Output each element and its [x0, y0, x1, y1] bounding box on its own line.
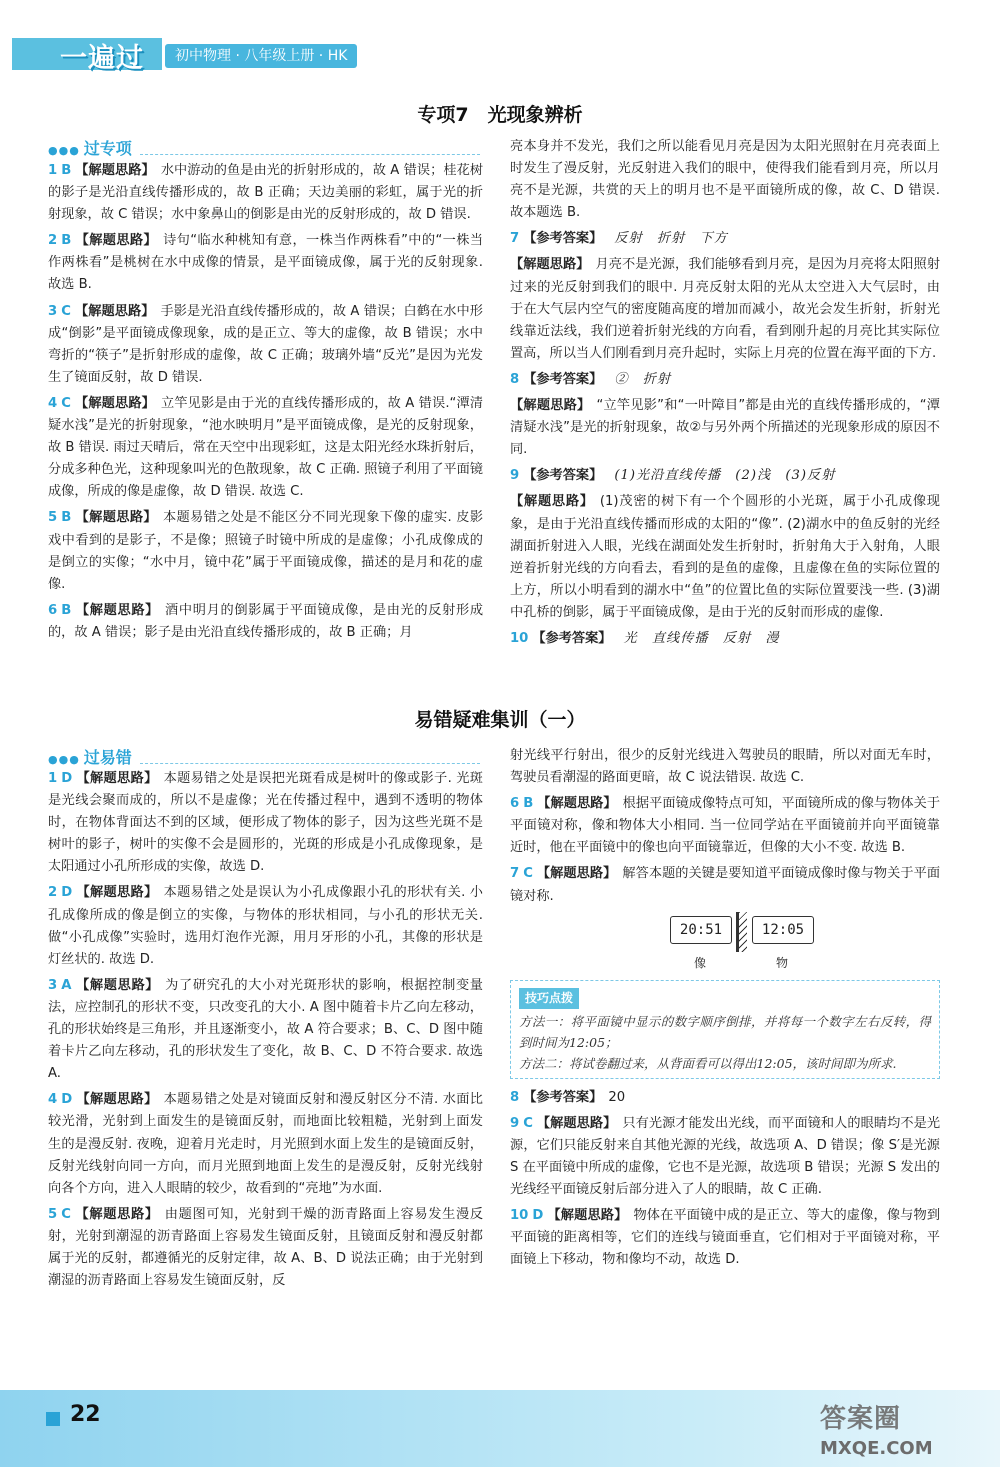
item-text: 只有光源才能发出光线，而平面镜和人的眼睛均不是光源，它们只能反射来自其他光源的光线，故选项 A、D 错误；像 S′是光源 S 在平面镜中所成的虚像，它也不是光源，故选项 B 错误；光源 S 发出的光线经平面镜反射后部分进入了人的眼睛，故 C 正确. — [510, 1115, 941, 1198]
answer-item — [510, 228, 940, 250]
item-key: D — [61, 771, 73, 786]
item-label: 【参考答案】 — [532, 630, 612, 646]
item-number: 6 — [510, 796, 520, 812]
page-square-icon — [46, 1412, 60, 1426]
answer-item — [48, 393, 483, 503]
tag-rule — [140, 152, 480, 155]
section2-title: 易错疑难集训（一） — [414, 709, 586, 731]
item-label: 【解题思路】 — [75, 977, 160, 993]
section1-right-column — [510, 136, 940, 654]
item-number: 1 — [48, 163, 58, 178]
explanation-item — [510, 254, 940, 364]
watermark-logo: 答案圈 — [820, 1404, 902, 1434]
item-number: 9 — [510, 1115, 520, 1131]
right-intro: 射光线平行射出，很少的反射光线进入驾驶员的眼睛，所以对面无车时，驾驶员看潮湿的路面更暗，故 C 说法错误. 故选 C. — [510, 748, 940, 786]
page-number: 22 — [70, 1402, 101, 1427]
item-number: 3 — [48, 303, 58, 319]
item-text: 水中游动的鱼是由光的折射形成的，故 A 错误；桂花树的影子是光沿直线传播形成的，故 B 正确；天边美丽的彩虹，属于光的折射现象，故 C 错误；水中象鼻山的倒影是由光的反射形成的，故 D 错误. — [48, 163, 484, 223]
item-text: 本题易错之处是对镜面反射和漫反射区分不清. 水面比较光滑，光射到上面发生的是镜面反射，而地面比较粗糙，光射到上面发生的是漫反射. 夜晚，迎着月光走时，月光照到水面上发生的是镜面反射，反射光线射向同一方向，而月光照到地面上发生的是漫反射，反射光线射向各个方向，进入人眼睛的较少，故看到的“亮地”为水面. — [48, 1092, 483, 1196]
item-number: 7 — [510, 231, 520, 247]
item-label: 【解题思路】 — [536, 1115, 617, 1131]
item-text: 酒中明月的倒影属于平面镜成像，是由光的反射形成的，故 A 错误；影子是由光沿直线传播形成的，故 B 正确；月 — [48, 602, 484, 640]
item-text: 物体在平面镜中成的是正立、等大的虚像，像与物到平面镜的距离相等，它们的连线与镜面垂直，它们相对于平面镜对称，平面镜上下移动，物和像均不动，故选 D. — [510, 1208, 941, 1268]
book-tagline: 初中物理 · 八年级上册 · HK — [165, 44, 357, 68]
item-text: 本题易错之处是误把光斑看成是树叶的像或影子. 光斑是光线会聚而成的，所以不是虚像；光在传播过程中，遇到不透明的物体时，在物体背面达不到的区域，便形成了物体的影子，因为这些光斑不是树叶的影子，树叶的实像不会是圆形的，光斑的形成是小孔成像现象，是太阳通过小孔所形成的实像，故选 D. — [48, 771, 483, 875]
item-label: 【参考答案】 — [523, 231, 603, 247]
item-key: D — [61, 885, 73, 901]
item-text: (1)茂密的树下有一个个圆形的小光斑，属于小孔成像现象，是由于光沿直线传播而形成的太阳的“像”. (2)湖水中的鱼反射的光经湖面折射进入人眼，光线在湖面处发生折射时，折射角大于入射角，人眼逆着折射光线的方向看去，看到的是鱼的虚像，且虚像在鱼的实际位置的上方，所以小明看到的湖水中“鱼”的位置比鱼的实际位置要浅一些. (3)湖中孔桥的倒影，属于平面镜成像，是由于光的反射而形成的虚像. — [510, 494, 940, 620]
item-label: 【参考答案】 — [523, 468, 603, 484]
answer-item — [48, 230, 483, 296]
section1-title: 专项7 光现象辨析 — [417, 104, 583, 126]
item-label: 【解题思路】 — [510, 398, 591, 414]
item-label: 【参考答案】 — [523, 1089, 603, 1105]
item-label: 【解题思路】 — [75, 163, 155, 178]
item-number: 3 — [48, 977, 58, 993]
item-label: 【解题思路】 — [76, 885, 158, 901]
answer-item — [48, 600, 483, 644]
answer-item — [48, 975, 483, 1085]
item-key: B — [61, 602, 72, 618]
item-number: 2 — [48, 885, 58, 901]
section1-tag: ●●● 过专项 — [48, 139, 132, 158]
item-text: “立竿见影”和“一叶障目”都是由光的直线传播形成的，“潭清疑水浅”是光的折射现象，故②与另外两个所描述的光现象形成的原因不同. — [510, 398, 940, 458]
item-label: 【解题思路】 — [510, 257, 590, 273]
answer-item — [48, 301, 483, 389]
item-label: 【解题思路】 — [76, 771, 158, 786]
answer-item — [510, 628, 940, 650]
method-box — [510, 980, 940, 1079]
answer-item — [510, 793, 940, 859]
item-label: 【解题思路】 — [75, 510, 157, 526]
image-caption: 像 — [694, 955, 707, 970]
item-text: 为了研究孔的大小对光斑形状的影响，根据控制变量法，应控制孔的形状不变，只改变孔的大小. A 图中随着卡片乙向左移动，孔的形状始终是三角形，并且逐渐变小，故 A 符合要求；B、C、D 图中随着卡片乙向左移动，孔的形状发生了变化，故 B、C、D 不符合要求. 故选 A. — [48, 977, 483, 1082]
answer-item — [48, 882, 483, 970]
item-text: 本题易错之处是不能区分不同光现象下像的虚实. 皮影戏中看到的是影子，不是像；照镜子时镜中所成的是虚像；小孔成像成的是倒立的实像；“水中月，镜中花”属于平面镜成像，描述的是月和花的虚像. — [48, 510, 484, 592]
mirror-clock-figure — [510, 912, 940, 974]
section1-left-column — [48, 160, 483, 648]
item-key: D — [61, 1092, 73, 1108]
item-answer: 光 直线传播 反射 漫 — [623, 630, 780, 646]
item-answer: 反射 折射 下方 — [614, 231, 728, 247]
item-key: B — [523, 796, 534, 812]
answer-item — [48, 1204, 483, 1292]
item-answer: ② 折射 — [614, 371, 672, 387]
object-clock: 12:05 — [752, 916, 814, 944]
item-key: C — [523, 1115, 533, 1131]
answer-item — [48, 507, 483, 595]
method-tag: 技巧点拨 — [519, 988, 579, 1009]
item-text: 手影是光沿直线传播形成的，故 A 错误；白鹤在水中形成“倒影”是平面镜成像现象，成的是正立、等大的虚像，故 B 错误；水中弯折的“筷子”是折射形成的虚像，故 C 正确；玻璃外墙“反光”是因为光发生了镜面反射，故 D 错误. — [48, 303, 483, 385]
item-label: 【解题思路】 — [76, 1092, 158, 1108]
item-text: 诗句“临水种桃知有意，一株当作两株看”中的“一株当作两株看”是桃树在水中成像的情景，是平面镜成像，属于光的反射现象. 故选 B. — [48, 233, 484, 293]
item-label: 【参考答案】 — [523, 371, 603, 387]
method-line-2: 方法二：将试卷翻过来，从背面看可以得出12:05，该时间即为所求. — [519, 1055, 897, 1071]
item-number: 10 — [510, 630, 529, 646]
item-number: 4 — [48, 1092, 58, 1108]
answer-item — [510, 1087, 940, 1109]
item-label: 【解题思路】 — [74, 1206, 159, 1222]
item-key: C — [61, 395, 71, 411]
item-answer: (1)光沿直线传播 (2)浅 (3)反射 — [614, 468, 836, 484]
answer-item — [510, 1205, 940, 1271]
section2-left-column — [48, 768, 483, 1296]
item-text: 解答本题的关键是要知道平面镜成像时像与物关于平面镜对称. — [510, 866, 941, 904]
item-text: 根据平面镜成像特点可知，平面镜所成的像与物体关于平面镜对称，像和物体大小相同. 当一位同学站在平面镜前并向平面镜靠近时，他在平面镜中的像也向平面镜靠近，但像的大小不变. 故选 B. — [510, 796, 941, 856]
section2-tag: ●●● 过易错 — [48, 748, 132, 767]
item-key: B — [61, 510, 72, 526]
dots-icon: ●●● — [48, 753, 80, 766]
tag-rule — [140, 761, 480, 764]
item-key: D — [532, 1208, 544, 1224]
item-number: 2 — [48, 233, 58, 249]
watermark-url: MXQE.COM — [820, 1438, 933, 1459]
item-label: 【解题思路】 — [537, 796, 617, 812]
image-clock: 20:51 — [670, 916, 732, 944]
item-number: 6 — [48, 602, 58, 618]
answer-item — [510, 465, 940, 487]
answer-item — [48, 160, 483, 226]
item-label: 【解题思路】 — [74, 303, 155, 319]
item-key: B — [61, 233, 72, 249]
explanation-item — [510, 491, 940, 624]
item-text: 本题易错之处是误认为小孔成像跟小孔的形状有关. 小孔成像所成的像是倒立的实像，与物体的形状相同，与小孔的形状无关. 做“小孔成像”实验时，选用灯泡作光源，用月牙形的小孔，其像的形状是灯丝状的. 故选 D. — [48, 885, 483, 967]
item-text: 月亮不是光源，我们能够看到月亮，是因为月亮将太阳照射过来的光反射到我们的眼中. 月亮反射太阳的光从太空进入大气层时，由于在大气层内空气的密度随高度的增加而减小，故光会发生折射，折射光线靠近法线，我们逆着折射光线的方向看，看到刚升起的月亮比其实际位置高，所以当人们刚看到月亮升起时，实际上月亮的位置在海平面的下方. — [510, 257, 941, 361]
object-caption: 物 — [776, 955, 789, 970]
item-label: 【解题思路】 — [74, 395, 156, 411]
item-label: 【解题思路】 — [510, 494, 594, 510]
item-number: 5 — [48, 1206, 58, 1222]
brand-logo: 一遍过 — [60, 43, 144, 74]
method-line-1: 方法一：将平面镜中显示的数字顺序倒排，并将每一个数字左右反转，得到时间为12:05； — [519, 1013, 931, 1050]
item-number: 1 — [48, 771, 58, 786]
item-text: 20 — [608, 1089, 626, 1105]
section2-right-column — [510, 745, 940, 1275]
explanation-item — [510, 395, 940, 461]
answer-item — [48, 768, 483, 878]
item-number: 8 — [510, 371, 520, 387]
item-number: 4 — [48, 395, 58, 411]
answer-item — [48, 1089, 483, 1199]
item-number: 8 — [510, 1089, 520, 1105]
item-label: 【解题思路】 — [75, 602, 160, 618]
item-label: 【解题思路】 — [75, 233, 158, 249]
mirror-hatch — [739, 912, 747, 952]
answer-item — [510, 1113, 940, 1201]
item-number: 5 — [48, 510, 58, 526]
item-number: 10 — [510, 1208, 529, 1224]
dots-icon: ●●● — [48, 144, 80, 157]
item-text: 由题图可知，光射到干燥的沥青路面上容易发生漫反射，光射到潮湿的沥青路面上容易发生镜面反射，且镜面反射和漫反射都属于光的反射，都遵循光的反射定律，故 A、B、D 说法正确；由于光射到潮湿的沥青路面上容易发生镜面反射，反 — [48, 1206, 484, 1289]
item-label: 【解题思路】 — [547, 1208, 628, 1224]
item-key: A — [61, 977, 72, 993]
item-number: 7 — [510, 866, 520, 882]
right-intro: 亮本身并不发光，我们之所以能看见月亮是因为太阳光照射在月亮表面上时发生了漫反射，光反射进入我们的眼中，使得我们能看到月亮，所以月亮不是光源，共赏的天上的明月也不是平面镜所成的像，故 C、D 错误. 故本题选 B. — [510, 139, 940, 221]
item-key: C — [523, 866, 533, 882]
answer-item — [510, 863, 940, 907]
item-number: 9 — [510, 468, 520, 484]
item-label: 【解题思路】 — [536, 866, 617, 882]
item-text: 立竿见影是由于光的直线传播形成的，故 A 错误.“潭清疑水浅”是光的折射现象，“池水映明月”是平面镜成像，是光的反射现象，故 B 错误. 雨过天晴后，常在天空中出现彩虹，这是太阳光经水珠折射后，分成多种色光，这种现象叫光的色散现象，故 C 正确. 照镜子利用了平面镜成像，所成的像是虚像，故 D 错误. 故选 C. — [48, 395, 484, 500]
item-key: C — [61, 303, 71, 319]
answer-item — [510, 369, 940, 391]
item-key: C — [61, 1206, 71, 1222]
item-key: B — [61, 163, 72, 178]
